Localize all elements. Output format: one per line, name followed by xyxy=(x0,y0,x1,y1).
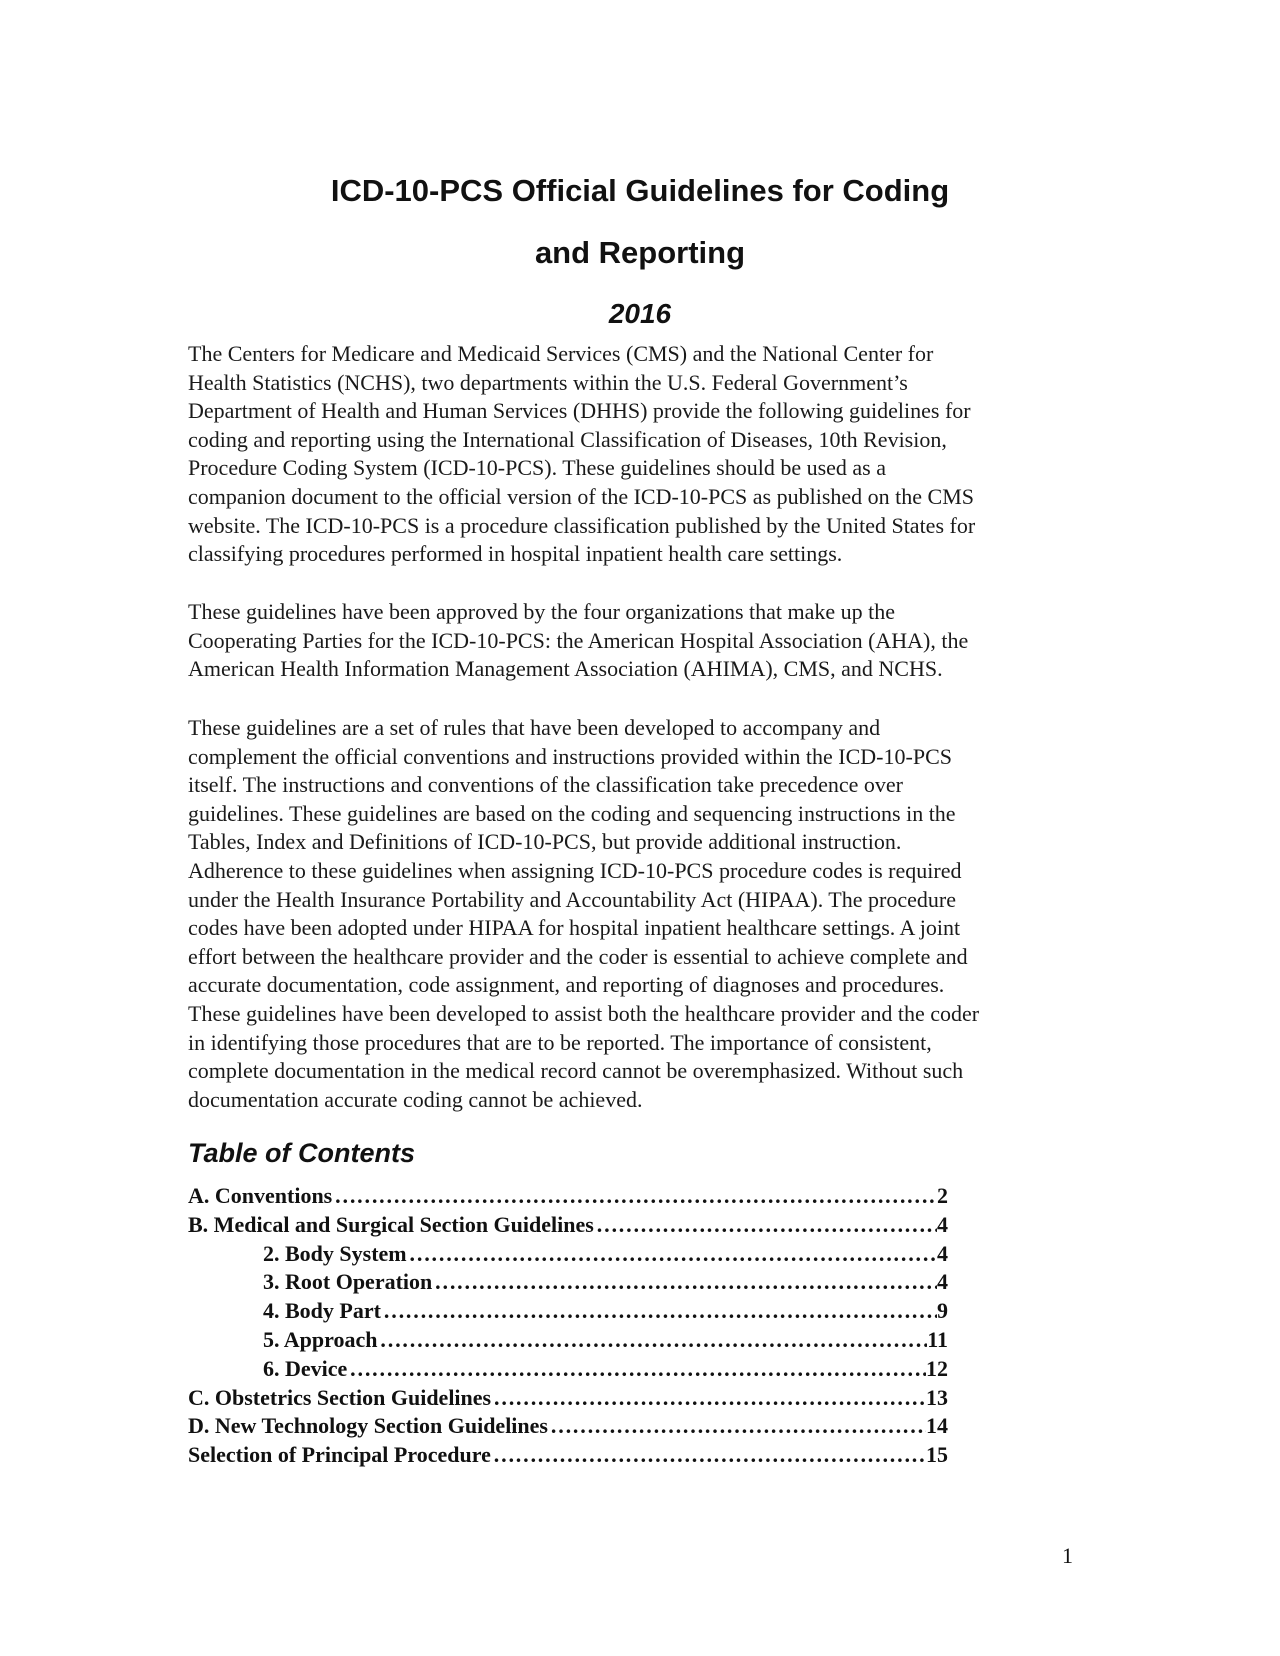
paragraph-line: complete documentation in the medical record cannot be overemphasized. Without such xyxy=(188,1058,964,1084)
toc-entry-label: 6. Device xyxy=(263,1355,348,1381)
paragraph-line: complement the official conventions and instructions provided within the ICD-10-PCS xyxy=(188,743,952,769)
paragraph-line: documentation accurate coding cannot be achieved. xyxy=(188,1086,643,1112)
toc-dot-leader xyxy=(491,1441,926,1470)
paragraph-line: Procedure Coding System (ICD-10-PCS). These guidelines should be used as a xyxy=(188,455,887,481)
toc-entry-page: 2 xyxy=(937,1183,948,1208)
toc-entry-label: 3. Root Operation xyxy=(263,1269,433,1295)
toc-subentry[interactable] xyxy=(188,1355,948,1384)
toc-entry[interactable] xyxy=(188,1412,948,1441)
toc-entry[interactable] xyxy=(188,1211,948,1240)
paragraph-line: in identifying those procedures that are to be reported. The importance of consistent, xyxy=(188,1029,932,1055)
paragraph-line: companion document to the official version of the ICD-10-PCS as published on the CMS xyxy=(188,483,974,509)
toc-entry-label: C. Obstetrics Section Guidelines xyxy=(188,1384,492,1410)
toc-entry-label: Selection of Principal Procedure xyxy=(188,1442,491,1468)
toc-subentry[interactable] xyxy=(188,1326,948,1355)
document-title-line-1: ICD-10-PCS Official Guidelines for Coding xyxy=(330,173,950,208)
paragraph-line: These guidelines have been developed to assist both the healthcare provider and the coder xyxy=(188,1000,980,1026)
toc-heading: Table of Contents xyxy=(188,1138,415,1168)
document-title-line-2: and Reporting xyxy=(534,235,746,270)
paragraph-line: under the Health Insurance Portability and Accountability Act (HIPAA). The procedure xyxy=(188,886,956,912)
paragraph-line: coding and reporting using the International Classification of Diseases, 10th Revision, xyxy=(188,426,947,452)
toc-subentry[interactable] xyxy=(188,1297,948,1326)
toc-dot-leader xyxy=(381,1297,937,1326)
document-year: 2016 xyxy=(608,298,672,329)
paragraph-line: itself. The instructions and conventions of the classification take precedence over xyxy=(188,772,903,798)
toc-entry-label: B. Medical and Surgical Section Guidelines xyxy=(188,1211,594,1237)
paragraph-line: Health Statistics (NCHS), two departments within the U.S. Federal Government’s xyxy=(188,369,908,395)
rules-paragraph xyxy=(188,714,1088,1114)
toc-dot-leader xyxy=(548,1412,926,1441)
paragraph-line: accurate documentation, code assignment, and reporting of diagnoses and procedures. xyxy=(188,972,945,998)
paragraph-line: American Health Information Management Association (AHIMA), CMS, and NCHS. xyxy=(188,656,943,682)
toc-entry[interactable] xyxy=(188,1441,948,1470)
paragraph-line: These guidelines have been approved by the four organizations that make up the xyxy=(188,599,896,624)
paragraph-line: guidelines. These guidelines are based on the coding and sequencing instructions in the xyxy=(188,800,956,826)
toc-entry-page: 13 xyxy=(926,1384,948,1410)
toc-entry-label: 2. Body System xyxy=(263,1240,407,1266)
paragraph-line: classifying procedures performed in hospital inpatient health care settings. xyxy=(188,541,843,567)
toc-entry-page: 14 xyxy=(926,1413,948,1439)
paragraph-line: These guidelines are a set of rules that have been developed to accompany and xyxy=(188,715,881,740)
toc-entry[interactable] xyxy=(188,1384,948,1413)
intro-paragraph xyxy=(188,340,1088,569)
paragraph-line: Adherence to these guidelines when assigning ICD-10-PCS procedure codes is required xyxy=(188,857,962,883)
paragraph-line: Tables, Index and Definitions of ICD-10-PCS, but provide additional instruction. xyxy=(188,829,902,855)
toc-dot-leader xyxy=(491,1384,926,1413)
paragraph-line: Department of Health and Human Services (DHHS) provide the following guidelines for xyxy=(188,398,971,424)
toc-entry-page: 4 xyxy=(937,1211,948,1237)
table-of-contents xyxy=(188,1182,948,1470)
toc-entry-page: 4 xyxy=(937,1269,948,1295)
toc-dot-leader xyxy=(332,1182,937,1211)
toc-entry-label: 5. Approach xyxy=(263,1326,378,1352)
toc-entry-page: 4 xyxy=(937,1240,948,1266)
toc-entry[interactable] xyxy=(188,1182,948,1211)
toc-subentry[interactable] xyxy=(188,1268,948,1297)
paragraph-line: The Centers for Medicare and Medicaid Services (CMS) and the National Center for xyxy=(188,341,934,366)
toc-subentry[interactable] xyxy=(188,1240,948,1269)
paragraph-line: codes have been adopted under HIPAA for hospital inpatient healthcare settings. A joint xyxy=(188,915,961,941)
toc-entry-label: 4. Body Part xyxy=(263,1298,381,1324)
toc-dot-leader xyxy=(347,1355,926,1384)
toc-entry-page: 15 xyxy=(926,1442,948,1468)
toc-dot-leader xyxy=(378,1326,928,1355)
toc-dot-leader xyxy=(407,1240,937,1269)
approval-paragraph xyxy=(188,598,1088,684)
toc-entry-page: 9 xyxy=(937,1298,948,1324)
toc-dot-leader xyxy=(432,1268,937,1297)
paragraph-line: website. The ICD-10-PCS is a procedure classification published by the United States for xyxy=(188,512,976,538)
toc-entry-page: 12 xyxy=(926,1355,948,1381)
page-number: 1 xyxy=(1062,1543,1073,1568)
toc-entry-label: A. Conventions xyxy=(188,1183,333,1208)
toc-dot-leader xyxy=(594,1211,937,1240)
toc-entry-label: D. New Technology Section Guidelines xyxy=(188,1413,548,1439)
toc-entry-page: 11 xyxy=(927,1326,948,1352)
paragraph-line: Cooperating Parties for the ICD-10-PCS: the American Hospital Association (AHA), the xyxy=(188,627,969,653)
paragraph-line: effort between the healthcare provider and the coder is essential to achieve complete and xyxy=(188,943,968,969)
